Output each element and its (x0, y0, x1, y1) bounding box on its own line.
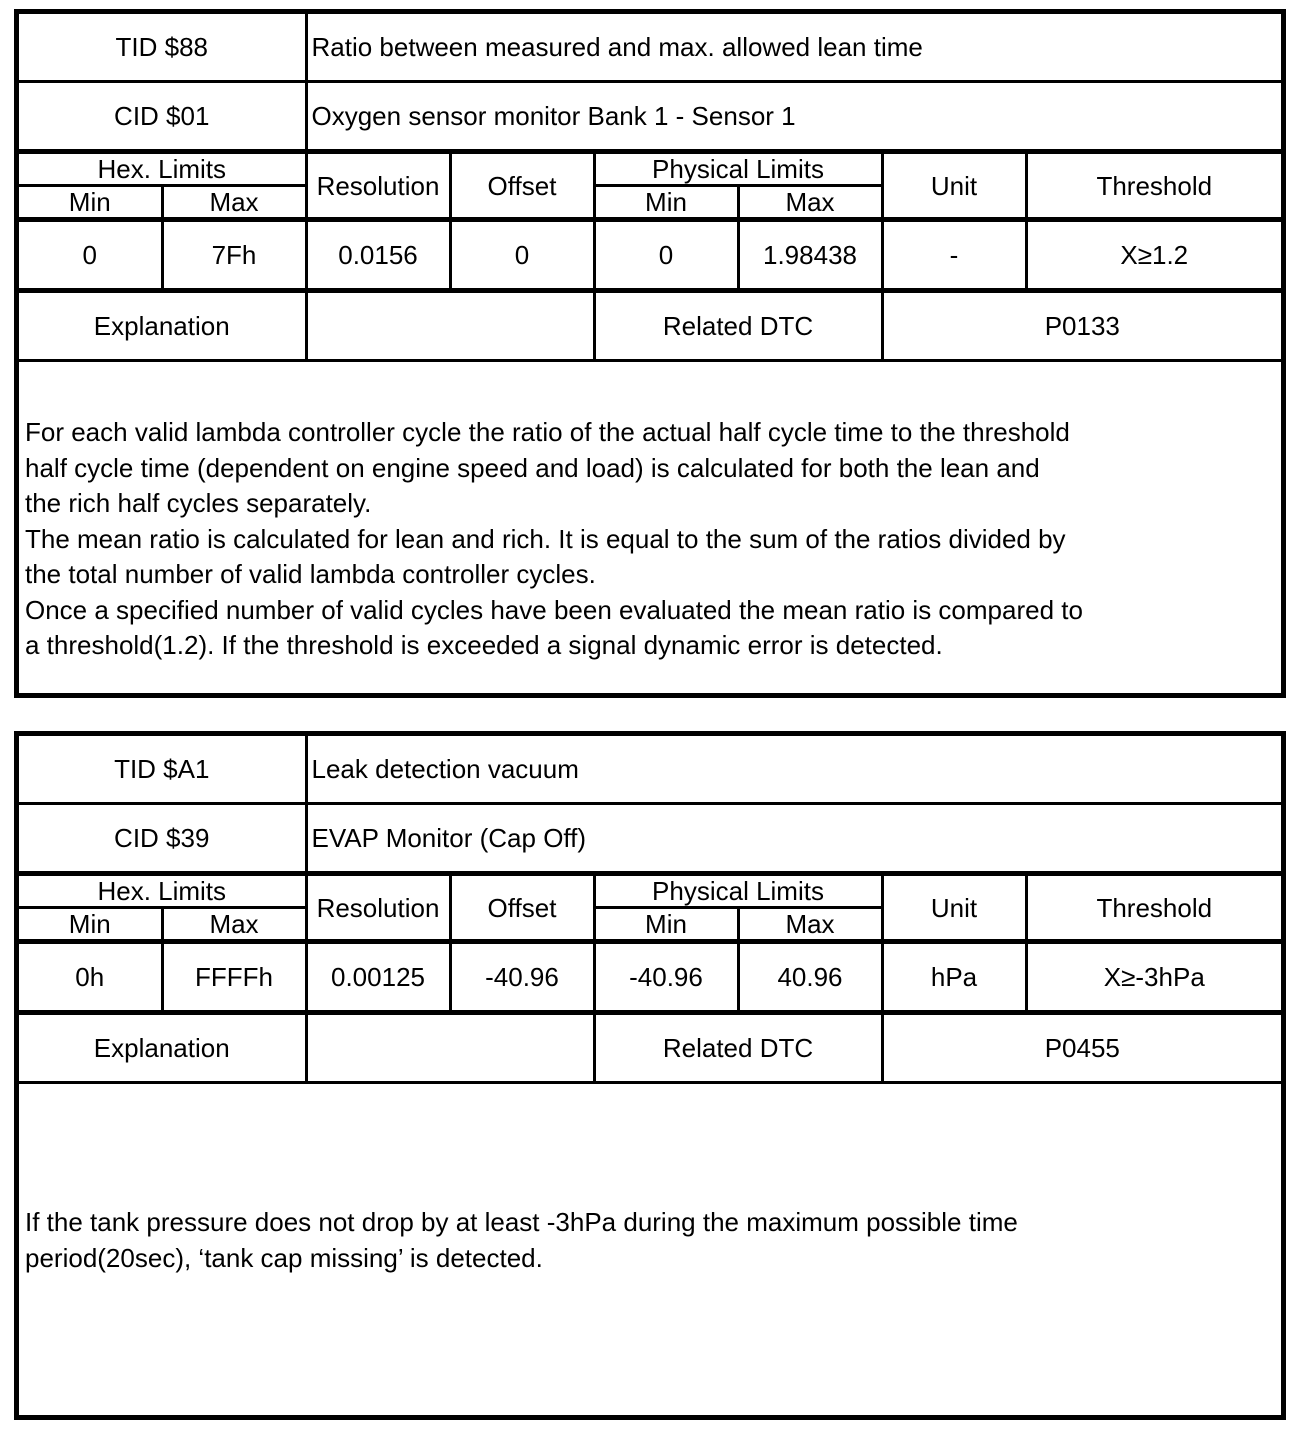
test-block-2 (14, 731, 1286, 1420)
phys-max-value: 40.96 (738, 942, 882, 1013)
related-dtc-label: Related DTC (594, 291, 882, 361)
hex-min-header: Min (19, 186, 162, 220)
tid-description: Leak detection vacuum (306, 736, 1281, 804)
phys-max-value: 1.98438 (738, 220, 882, 291)
offset-value: 0 (450, 220, 594, 291)
resolution-value: 0.0156 (306, 220, 450, 291)
hex-min-header: Min (19, 908, 162, 942)
explanation-text (19, 1099, 1281, 1415)
explanation-line: For each valid lambda controller cycle the ratio of the actual half cycle time to the threshold (25, 417, 1070, 447)
hex-max-value: FFFFh (162, 942, 306, 1013)
tid-label: TID $A1 (19, 736, 306, 804)
physical-limits-header: Physical Limits (594, 152, 882, 186)
explanation-line: the rich half cycles separately. (25, 488, 372, 518)
test-block-1 (14, 9, 1286, 698)
explanation-line: period(20sec), ‘tank cap missing’ is detected. (25, 1242, 543, 1273)
hex-limits-header: Hex. Limits (19, 874, 306, 908)
unit-header: Unit (882, 874, 1026, 942)
threshold-header: Threshold (1026, 152, 1281, 220)
threshold-value: X≥-3hPa (1026, 942, 1281, 1013)
resolution-header: Resolution (306, 874, 450, 942)
cid-description: Oxygen sensor monitor Bank 1 - Sensor 1 (306, 82, 1281, 152)
offset-header: Offset (450, 874, 594, 942)
related-dtc-value: P0455 (882, 1013, 1281, 1083)
explanation-line: half cycle time (dependent on engine speed and load) is calculated for both the lean and (25, 452, 1040, 483)
explanation-line: If the tank pressure does not drop by at least -3hPa during the maximum possible time (25, 1207, 1018, 1237)
related-dtc-value: P0133 (882, 291, 1281, 361)
tid-description: Ratio between measured and max. allowed lean time (306, 14, 1281, 82)
hex-max-value: 7Fh (162, 220, 306, 291)
explanation-label: Explanation (19, 291, 306, 361)
hex-min-value: 0h (19, 942, 162, 1013)
phys-min-header: Min (594, 908, 738, 942)
spec-table-2 (19, 736, 1281, 1084)
explanation-value (306, 291, 594, 361)
offset-header: Offset (450, 152, 594, 220)
explanation-label: Explanation (19, 1013, 306, 1083)
physical-limits-header: Physical Limits (594, 874, 882, 908)
threshold-header: Threshold (1026, 874, 1281, 942)
explanation-line: the total number of valid lambda controller cycles. (25, 559, 596, 589)
cid-label: CID $39 (19, 804, 306, 874)
unit-value: - (882, 220, 1026, 291)
unit-value: hPa (882, 942, 1026, 1013)
offset-value: -40.96 (450, 942, 594, 1013)
hex-max-header: Max (162, 908, 306, 942)
phys-min-header: Min (594, 186, 738, 220)
hex-min-value: 0 (19, 220, 162, 291)
phys-min-value: -40.96 (594, 942, 738, 1013)
phys-min-value: 0 (594, 220, 738, 291)
spec-table-1 (19, 14, 1281, 362)
phys-max-header: Max (738, 908, 882, 942)
unit-header: Unit (882, 152, 1026, 220)
resolution-value: 0.00125 (306, 942, 450, 1013)
explanation-value (306, 1013, 594, 1083)
threshold-value: X≥1.2 (1026, 220, 1281, 291)
explanation-text (19, 377, 1281, 693)
related-dtc-label: Related DTC (594, 1013, 882, 1083)
cid-label: CID $01 (19, 82, 306, 152)
explanation-line: The mean ratio is calculated for lean and rich. It is equal to the sum of the ratios divided by (25, 523, 1066, 554)
cid-description: EVAP Monitor (Cap Off) (306, 804, 1281, 874)
phys-max-header: Max (738, 186, 882, 220)
explanation-line: a threshold(1.2). If the threshold is exceeded a signal dynamic error is detected. (25, 630, 943, 660)
hex-limits-header: Hex. Limits (19, 152, 306, 186)
explanation-line: Once a specified number of valid cycles have been evaluated the mean ratio is compared to (25, 594, 1083, 625)
tid-label: TID $88 (19, 14, 306, 82)
hex-max-header: Max (162, 186, 306, 220)
resolution-header: Resolution (306, 152, 450, 220)
